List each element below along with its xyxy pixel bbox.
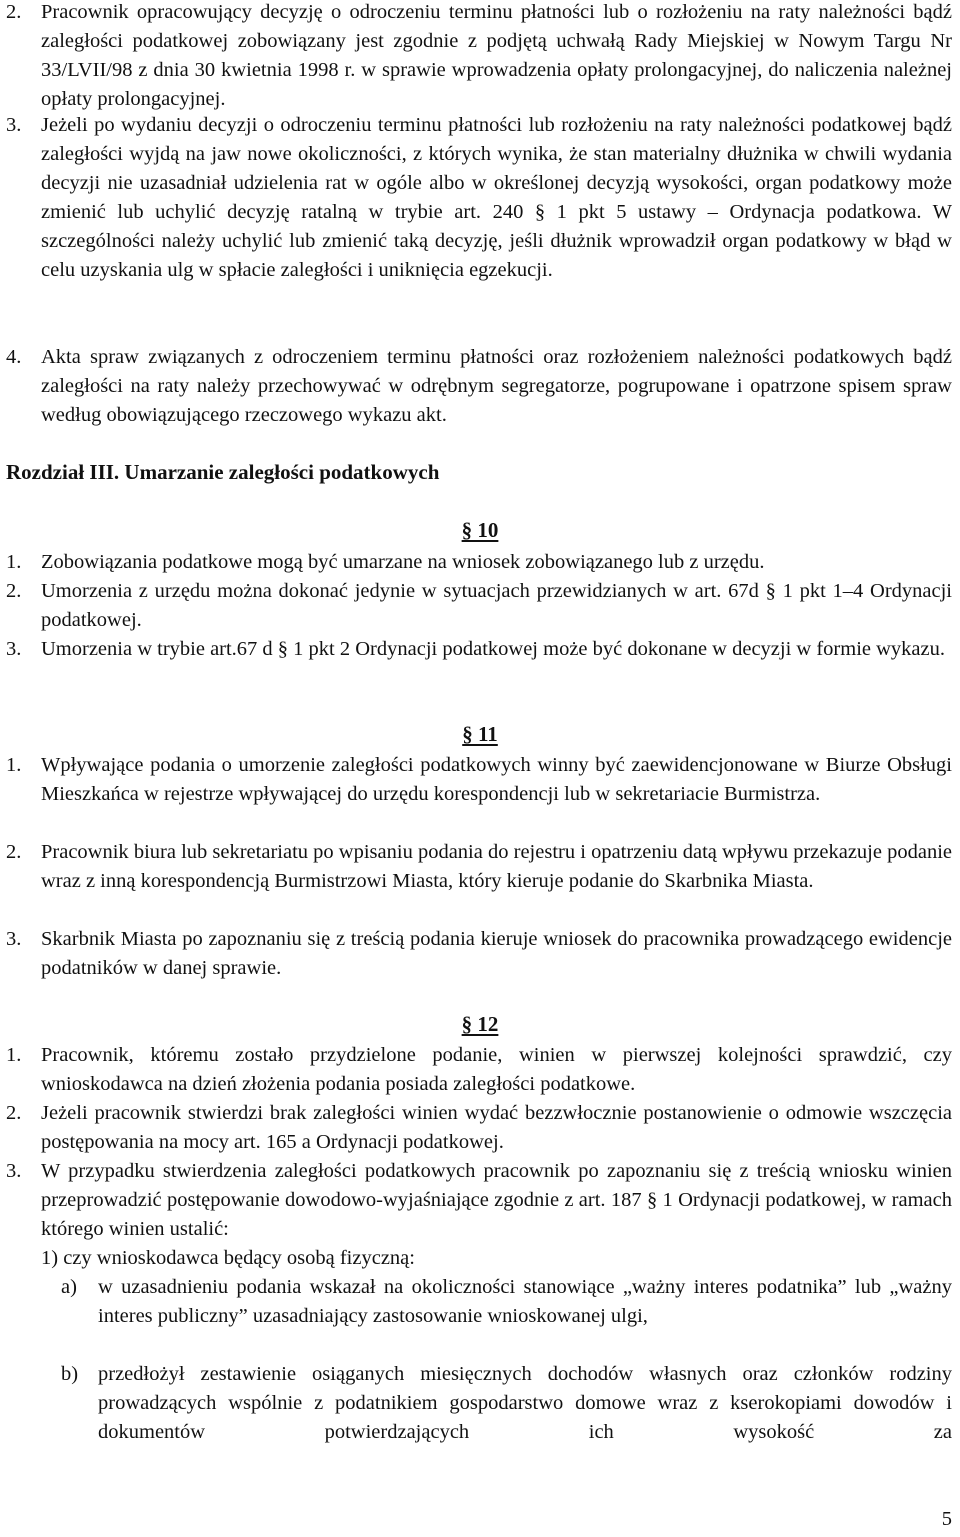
sub-item-letter: b) — [61, 1363, 79, 1385]
item-text: Skarbnik Miasta po zapoznaniu się z treścią podania kieruje wniosek do pracownika prowadzącego ewidencje podatników w danej sprawie. — [41, 928, 952, 979]
sub-item-letter: a) — [61, 1276, 77, 1298]
item-number: 2. — [6, 841, 22, 863]
item-number: 1. — [6, 754, 22, 776]
item-text: Jeżeli po wydaniu decyzji o odroczeniu terminu płatności lub rozłożeniu na raty należności podatkowej bądź zaległości wyjdą na jaw nowe okoliczności, z których wynika, że stan materialny dłużnika w chwili wydania decyzji nie uzasadniał udzielenia rat w ogóle albo w określonej decyzją wysokości, organ podatkowy może zmienić lub uchylić decyzję ratalną w trybie art. 240 § 1 pkt 5 ustawy – Ordynacja podatkowa. W szczególności należy uchylić lub zmienić taką decyzję, jeśli dłużnik wprowadził organ podatkowy w błąd w celu uzyskania ulg w spłacie zaległości i uniknięcia egzekucji. — [41, 114, 952, 281]
section-title: § 11 — [462, 722, 498, 746]
item-number: 2. — [6, 580, 22, 602]
item-text: Akta spraw związanych z odroczeniem terminu płatności oraz rozłożeniem należności podatkowych bądź zaległości na raty należy przechowywać w odrębnym segregatorze, pogrupowane i opatrzone spisem spraw według obowiązującego rzeczowego wykazu akt. — [41, 346, 952, 426]
item-text: Pracownik opracowujący decyzję o odroczeniu terminu płatności lub o rozłożeniu na raty należności bądź zaległości podatkowej zobowiązany jest zgodnie z podjętą uchwałą Rady Miejskiej w Nowym Targu Nr 33/LVII/98 z dnia 30 kwietnia 1998 r. w sprawie wprowadzenia opłaty prolongacyjnej, do naliczenia należnej opłaty prolongacyjnej. — [41, 1, 952, 110]
item-number: 4. — [6, 346, 22, 368]
item-number: 1. — [6, 1044, 22, 1066]
item-number: 3. — [6, 638, 22, 660]
sub-list-item — [61, 1273, 952, 1331]
list-item — [6, 577, 952, 635]
chapter-heading: Rozdział III. Umarzanie zaległości podatkowych — [6, 460, 440, 484]
sub-point: 1) czy wnioskodawca będący osobą fizyczną: — [41, 1247, 415, 1269]
item-text: Pracownik biura lub sekretariatu po wpisaniu podania do rejestru i opatrzeniu datą wpływu przekazuje podanie wraz z inną korespondencją Burmistrzowi Miasta, który kieruje podanie do Skarbnika Miasta. — [41, 841, 952, 892]
item-number: 3. — [6, 928, 22, 950]
list-item — [6, 111, 952, 285]
list-item — [6, 1041, 952, 1099]
list-item — [6, 1099, 952, 1157]
page-number: 5 — [941, 1508, 952, 1530]
item-number: 2. — [6, 1102, 22, 1124]
item-text: Jeżeli pracownik stwierdzi brak zaległości winien wydać bezzwłocznie postanowienie o odmowie wszczęcia postępowania na mocy art. 165 a Ordynacji podatkowej. — [41, 1102, 952, 1153]
item-number: 3. — [6, 114, 22, 136]
list-item — [6, 925, 952, 983]
list-item — [6, 838, 952, 896]
item-number: 2. — [6, 1, 22, 23]
item-number: 1. — [6, 551, 22, 573]
sub-item-text: przedłożył zestawienie osiąganych miesięcznych dochodów własnych oraz członków rodziny prowadzących wspólnie z podatnikiem gospodarstwo domowe wraz z kserokopiami dowodów i dokumentów potwierdzających ich wysokość za — [98, 1363, 952, 1443]
sub-item-text: w uzasadnieniu podania wskazał na okoliczności stanowiące „ważny interes podatnika” lub „ważny interes publiczny” uzasadniający zastosowanie wnioskowanej ulgi, — [98, 1276, 952, 1327]
item-text: Umorzenia w trybie art.67 d § 1 pkt 2 Ordynacji podatkowej może być dokonane w decyzji w formie wykazu. — [41, 638, 946, 660]
item-text: Umorzenia z urzędu można dokonać jedynie w sytuacjach przewidzianych w art. 67d § 1 pkt 1–4 Ordynacji podatkowej. — [41, 580, 952, 631]
sub-list-item — [61, 1360, 952, 1447]
list-item — [6, 343, 952, 430]
item-text: Wpływające podania o umorzenie zaległości podatkowych winny być zaewidencjonowane w Biurze Obsługi Mieszkańca w rejestrze wpływającej do urzędu korespondencji lub w sekretariacie Burmistrza. — [41, 754, 952, 805]
section-title: § 10 — [461, 518, 499, 542]
item-number: 3. — [6, 1160, 22, 1182]
list-item — [6, 548, 952, 577]
item-text: Zobowiązania podatkowe mogą być umarzane na wniosek zobowiązanego lub z urzędu. — [41, 551, 765, 573]
list-item — [6, 635, 952, 664]
section-title: § 12 — [461, 1012, 499, 1036]
item-text: W przypadku stwierdzenia zaległości podatkowych pracownik po zapoznaniu się z treścią wniosku winien przeprowadzić postępowanie dowodowo-wyjaśniające zgodnie z art. 187 § 1 Ordynacji podatkowej, w ramach którego winien ustalić: — [41, 1160, 952, 1240]
item-text: Pracownik, któremu zostało przydzielone podanie, winien w pierwszej kolejności sprawdzić, czy wnioskodawca na dzień złożenia podania posiada zaległości podatkowe. — [41, 1044, 952, 1095]
list-item — [6, 1157, 952, 1244]
list-item — [6, 0, 952, 114]
list-item — [6, 751, 952, 809]
